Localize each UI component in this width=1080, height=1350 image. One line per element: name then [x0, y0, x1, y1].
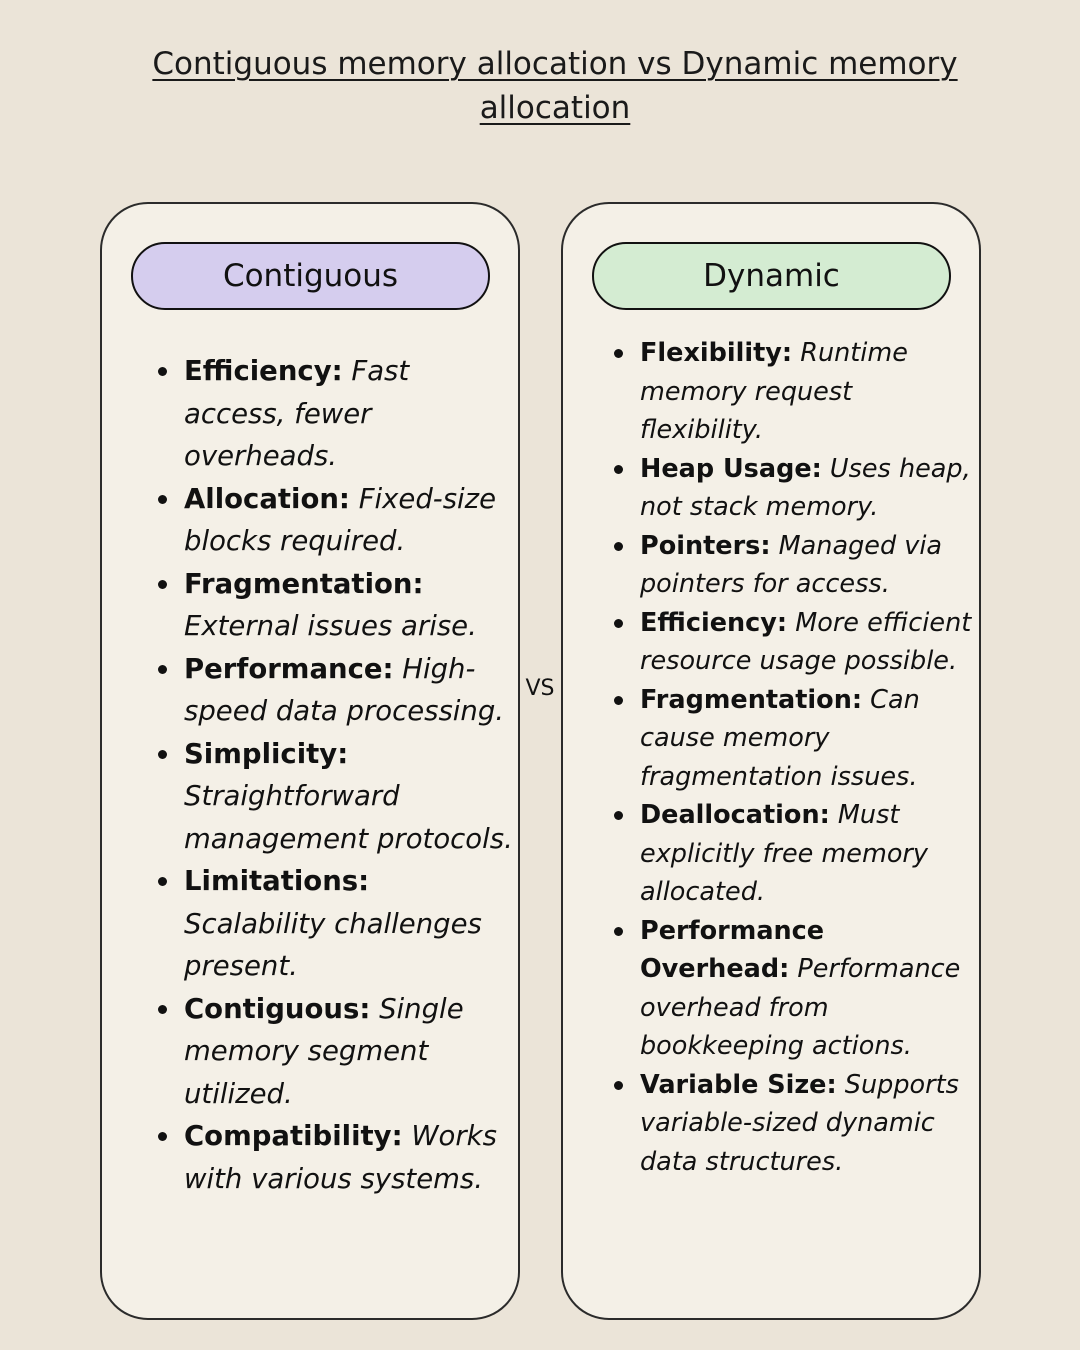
item-desc: Fast access, fewer overheads. [184, 355, 410, 472]
list-item [640, 334, 976, 450]
item-term: Performance Overhead: [640, 915, 825, 984]
item-desc: Scalability challenges present. [184, 907, 482, 982]
list-item [640, 527, 976, 604]
dynamic-card [561, 202, 981, 1320]
item-desc: High-speed data processing. [184, 652, 505, 727]
item-term: Efficiency: [640, 607, 788, 638]
dynamic-list [640, 334, 976, 1181]
item-desc: Performance overhead from bookkeeping actions. [640, 954, 961, 1061]
item-desc: Straightforward management protocols. [184, 780, 513, 855]
item-term: Allocation: [184, 482, 350, 515]
list-item [184, 350, 514, 478]
item-desc: Runtime memory request flexibility. [640, 338, 908, 445]
item-term: Contiguous: [184, 992, 371, 1025]
page-title: Contiguous memory allocation vs Dynamic memory allocation [152, 46, 958, 126]
item-term: Fragmentation: [640, 684, 863, 715]
list-item [184, 733, 514, 861]
item-desc: Supports variable-sized dynamic data structures. [640, 1069, 959, 1177]
item-term: Performance: [184, 652, 394, 685]
list-item [640, 681, 976, 797]
item-desc: Works with various systems. [184, 1120, 497, 1195]
contiguous-heading: Contiguous [131, 242, 490, 310]
item-term: Compatibility: [184, 1120, 403, 1152]
vs-label: VS [525, 676, 555, 701]
list-item [640, 1066, 976, 1182]
item-term: Heap Usage: [640, 453, 822, 484]
item-desc: Single memory segment utilized. [184, 992, 464, 1110]
item-term: Fragmentation: [184, 567, 424, 600]
item-term: Efficiency: [184, 355, 343, 387]
list-item [184, 1115, 514, 1200]
item-term: Pointers: [640, 530, 771, 561]
item-desc: Must explicitly free memory allocated. [640, 800, 929, 907]
item-term: Variable Size: [640, 1069, 837, 1100]
item-term: Deallocation: [640, 800, 830, 830]
list-item [640, 450, 976, 527]
item-term: Simplicity: [184, 737, 349, 770]
item-desc: More efficient resource usage possible. [640, 607, 972, 676]
list-item [640, 796, 976, 912]
item-term: Flexibility: [640, 338, 793, 368]
item-desc: External issues arise. [184, 610, 477, 642]
list-item [184, 478, 514, 563]
list-item [640, 912, 976, 1066]
item-desc: Managed via pointers for access. [640, 530, 943, 599]
item-desc: Fixed-size blocks required. [184, 482, 497, 557]
list-item [184, 860, 514, 988]
list-item [184, 648, 514, 733]
dynamic-heading: Dynamic [592, 242, 951, 310]
item-desc: Uses heap, not stack memory. [640, 453, 971, 522]
list-item [184, 988, 514, 1116]
list-item [184, 563, 514, 648]
contiguous-list [184, 350, 514, 1200]
item-term: Limitations: [184, 865, 370, 897]
contiguous-card [100, 202, 520, 1320]
item-desc: Can cause memory fragmentation issues. [640, 684, 920, 792]
list-item [640, 604, 976, 681]
